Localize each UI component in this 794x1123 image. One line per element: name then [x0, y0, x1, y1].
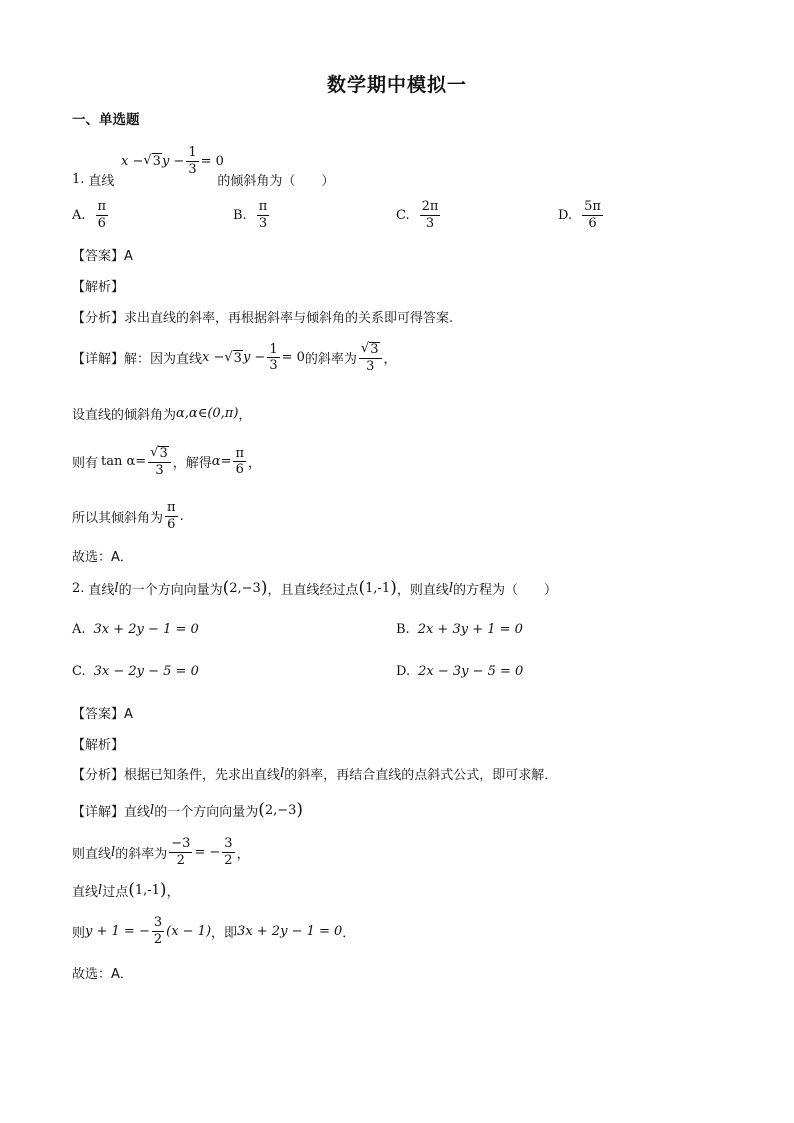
q1-equation: x − √ 3 y − $\frac{1}{3}$ = 0 — [121, 145, 224, 177]
q2-option-a: A. 3x + 2y − 1 = 0 — [72, 622, 199, 637]
q2-slope-line: 则直线 l 的斜率为 $\frac{-3}{2}$ = − $\frac{3}{2}$ ， — [72, 836, 250, 868]
section-heading: 一、单选题 — [72, 112, 140, 128]
q1-result-line: 所以其倾斜角为 $\frac{\pi}{6}$ . — [72, 500, 184, 532]
q1-conclusion: 故选：A． — [72, 550, 133, 565]
q1-answer: 【答案】A — [72, 249, 133, 264]
q2-point-line: 直线 l 过点 ( 1,-1 ) ， — [72, 880, 180, 900]
q2-conclusion: 故选：A． — [72, 967, 133, 982]
page-title: 数学期中模拟一 — [326, 74, 467, 96]
q1-option-b: B. $\frac{\pi}{3}$ — [233, 199, 268, 231]
q1-tan-line: 则有 tan α= √ 3 3 ，解得 α= $\frac{\pi}{6}$ ， — [72, 445, 261, 478]
q2-analysis-head: 【解析】 — [72, 738, 125, 753]
q2-analysis: 【分析】根据已知条件，先求出直线 l 的斜率，再结合直线的点斜式公式，即可求解． — [72, 766, 558, 783]
q2-stem: 2. 直线 l 的一个方向向量为 ( 2,−3 ) ，且直线经过点 ( 1,-1 ) ，则直线 l 的方程为（ ） — [72, 578, 558, 598]
q2-option-c: C. 3x − 2y − 5 = 0 — [72, 664, 199, 679]
q2-answer: 【答案】A — [72, 707, 133, 722]
q1-analysis: 【分析】求出直线的斜率，再根据斜率与倾斜角的关系即可得答案. — [72, 311, 454, 326]
q1-option-a: A. $\frac{\pi}{6}$ — [72, 199, 107, 231]
q1-detail: 【详解】解：因为直线 x − √ 3 y − $\frac{1}{3}$ = 0 的斜率为 √ 3 3 ， — [72, 341, 397, 374]
q2-final-line: 则 y + 1 = − $\frac{3}{2}$ (x − 1) ，即 3x + 2y − 1 = 0 ． — [72, 915, 356, 947]
q1-option-c: C. $\frac{2\pi}{3}$ — [396, 199, 439, 231]
q1-option-d: D. $\frac{5\pi}{6}$ — [558, 199, 601, 231]
q1-stem: 1. 直线 的倾斜角为（ ） — [72, 172, 335, 189]
q2-option-b: B. 2x + 3y + 1 = 0 — [396, 622, 523, 637]
q2-detail: 【详解】直线 l 的一个方向向量为 ( 2,−3 ) — [72, 800, 304, 820]
q2-option-d: D. 2x − 3y − 5 = 0 — [396, 664, 524, 679]
q1-angle-line: 设直线的倾斜角为 α,α∈(0,π) ， — [72, 406, 252, 423]
fraction: $\frac{1}{3}$ — [188, 145, 197, 177]
sqrt-symbol: √ 3 — [143, 153, 161, 170]
q1-analysis-head: 【解析】 — [72, 280, 125, 295]
